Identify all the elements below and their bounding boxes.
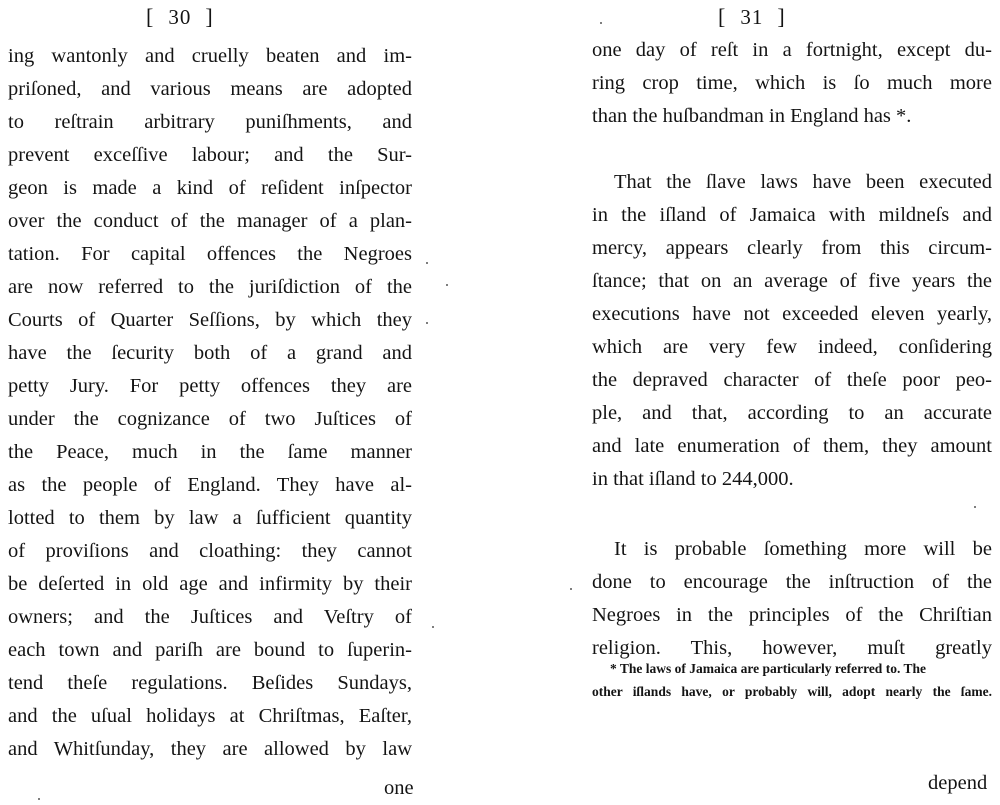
left-text-line: tend theſe regulations. Beſides Sundays, xyxy=(8,672,412,694)
paper-speck xyxy=(600,22,602,24)
left-text-line: prevent exceſſive labour; and the Sur- xyxy=(8,144,412,166)
left-page-number: [ 30 ] xyxy=(146,4,214,29)
left-text-line: lotted to them by law a ſufficient quantity xyxy=(8,507,412,529)
right-page-number: [ 31 ] xyxy=(718,4,786,29)
right-text-line: Negroes in the principles of the Chriſtian xyxy=(592,604,992,626)
right-text-line: religion. This, however, muſt greatly xyxy=(592,637,992,659)
right-text-line: ring crop time, which is ſo much more xyxy=(592,72,992,94)
right-text-line: than the huſbandman in England has *. xyxy=(592,105,912,127)
right-text-line: in that iſland to 244,000. xyxy=(592,468,794,490)
right-page-number-value: 31 xyxy=(740,5,764,29)
right-text-line: in the iſland of Jamaica with mildneſs and xyxy=(592,204,992,226)
left-text-line: tation. For capital offences the Negroes xyxy=(8,243,412,265)
right-text-line: mercy, appears clearly from this circum- xyxy=(592,237,992,259)
paper-speck xyxy=(38,798,40,800)
paper-speck xyxy=(432,626,434,628)
left-text-line: petty Jury. For petty offences they are xyxy=(8,375,412,397)
left-text-line: the Peace, much in the ſame manner xyxy=(8,441,412,463)
right-text-line: ſtance; that on an average of five years the xyxy=(592,270,992,292)
left-text-line: over the conduct of the manager of a plan- xyxy=(8,210,412,232)
right-text-line: the depraved character of theſe poor peo- xyxy=(592,369,992,391)
paper-speck xyxy=(974,506,976,508)
footnote-line: * The laws of Jamaica are particularly referred to. The xyxy=(610,661,926,676)
left-text-line: have the ſecurity both of a grand and xyxy=(8,342,412,364)
paper-speck xyxy=(570,588,572,590)
left-text-line: as the people of England. They have al- xyxy=(8,474,412,496)
right-text-line: done to encourage the inſtruction of the xyxy=(592,571,992,593)
paper-speck xyxy=(426,322,428,324)
left-text-line: are now referred to the juriſdiction of the xyxy=(8,276,412,298)
right-text-line: That the ſlave laws have been executed xyxy=(614,171,992,193)
left-catchword: one xyxy=(384,777,414,799)
right-catchword: depend xyxy=(928,772,988,794)
left-text-line: to reſtrain arbitrary puniſhments, and xyxy=(8,111,412,133)
left-text-line: and Whitſunday, they are allowed by law xyxy=(8,738,412,760)
left-text-line: geon is made a kind of reſident inſpector xyxy=(8,177,412,199)
left-text-line: priſoned, and various means are adopted xyxy=(8,78,412,100)
left-text-line: and the uſual holidays at Chriſtmas, Eaſter, xyxy=(8,705,412,727)
right-text-line: executions have not exceeded eleven yearly, xyxy=(592,303,992,325)
right-text-line: and late enumeration of them, they amount xyxy=(592,435,992,457)
right-text-line: It is probable ſomething more will be xyxy=(614,538,992,560)
footnote-line: other iſlands have, or probably will, adopt nearly the ſame. xyxy=(592,684,992,699)
left-text-line: owners; and the Juſtices and Veſtry of xyxy=(8,606,412,628)
left-text-line: ing wantonly and cruelly beaten and im- xyxy=(8,45,412,67)
right-text-line: one day of reſt in a fortnight, except du- xyxy=(592,39,992,61)
left-text-line: under the cognizance of two Juſtices of xyxy=(8,408,412,430)
right-text-line: ple, and that, according to an accurate xyxy=(592,402,992,424)
paper-speck xyxy=(446,284,448,286)
left-text-line: Courts of Quarter Seſſions, by which they xyxy=(8,309,412,331)
left-page-number-value: 30 xyxy=(168,5,192,29)
left-text-line: each town and pariſh are bound to ſuperin- xyxy=(8,639,412,661)
left-text-line: of proviſions and cloathing: they cannot xyxy=(8,540,412,562)
right-text-line: which are very few indeed, conſidering xyxy=(592,336,992,358)
left-text-line: be deſerted in old age and infirmity by their xyxy=(8,573,412,595)
paper-speck xyxy=(426,262,428,264)
